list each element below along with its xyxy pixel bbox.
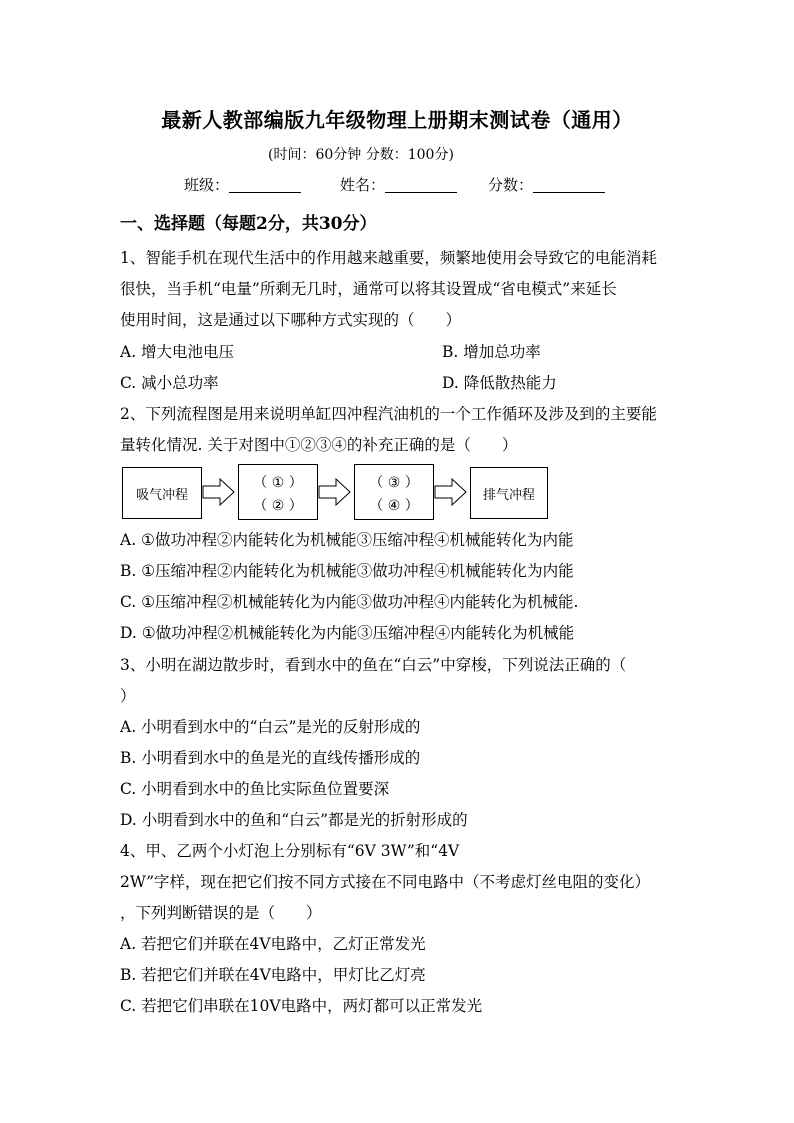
option-a: A. 增大电池电压 xyxy=(120,343,235,361)
question-line: 3、小明在湖边散步时，看到水中的鱼在“白云”中穿梭，下列说法正确的（ xyxy=(120,656,627,674)
question-line: ，下列判断错误的是（ ） xyxy=(120,904,322,922)
question-line: 4、甲、乙两个小灯泡上分别标有“6V 3W”和“4V xyxy=(120,842,460,860)
option-b: B. 增加总功率 xyxy=(442,343,541,361)
class-blank xyxy=(229,176,301,193)
exam-title: 最新人教部编版九年级物理上册期末测试卷（通用） xyxy=(161,108,633,132)
option-a: A. 小明看到水中的“白云”是光的反射形成的 xyxy=(120,718,421,736)
blank-1: （ ① ） xyxy=(253,475,303,491)
question-line: 很快，当手机“电量”所剩无几时，通常可以将其设置成“省电模式”来延长 xyxy=(120,280,617,298)
name-field xyxy=(340,174,457,195)
option-b: B. 若把它们并联在4V电路中，甲灯比乙灯亮 xyxy=(120,966,426,984)
option-d: D. 降低散热能力 xyxy=(442,374,557,392)
flow-arrow-icon xyxy=(202,478,236,506)
class-label: 班级： xyxy=(184,176,230,194)
section-heading: 一、选择题（每题2分，共30分） xyxy=(120,214,377,234)
flow-arrow-icon xyxy=(434,478,468,506)
flow-box-stroke-1 xyxy=(238,464,318,520)
flow-box-stroke-2 xyxy=(354,464,434,520)
name-label: 姓名： xyxy=(340,176,386,194)
option-c: C. 小明看到水中的鱼比实际鱼位置要深 xyxy=(120,780,390,798)
question-line: 量转化情况. 关于对图中①②③④的补充正确的是（ ） xyxy=(120,436,518,454)
question-line: 使用时间，这是通过以下哪种方式实现的（ ） xyxy=(120,311,462,329)
blank-4: （ ④ ） xyxy=(369,498,419,514)
score-blank xyxy=(533,176,605,193)
option-c: C. ①压缩冲程②机械能转化为内能③做功冲程④内能转化为机械能. xyxy=(120,593,579,611)
class-field xyxy=(184,174,301,195)
option-c: C. 减小总功率 xyxy=(120,374,219,392)
name-blank xyxy=(385,176,457,193)
flow-arrow-icon xyxy=(318,478,352,506)
score-field xyxy=(488,174,605,195)
option-a: A. ①做功冲程②内能转化为机械能③压缩冲程④机械能转化为内能 xyxy=(120,531,574,549)
flow-box-intake xyxy=(122,467,202,519)
option-d: D. 小明看到水中的鱼和“白云”都是光的折射形成的 xyxy=(120,811,468,829)
flow-box-exhaust xyxy=(470,467,548,519)
time-score-line: (时间：60分钟 分数：100分) xyxy=(268,147,454,163)
question-line: 1、智能手机在现代生活中的作用越来越重要，频繁地使用会导致它的电能消耗 xyxy=(120,249,657,267)
blank-2: （ ② ） xyxy=(253,498,303,514)
option-b: B. 小明看到水中的鱼是光的直线传播形成的 xyxy=(120,749,421,767)
option-d: D. ①做功冲程②机械能转化为内能③压缩冲程④内能转化为机械能 xyxy=(120,624,575,642)
question-line: ） xyxy=(120,687,136,705)
option-a: A. 若把它们并联在4V电路中，乙灯正常发光 xyxy=(120,935,426,953)
engine-flow-diagram xyxy=(120,462,680,522)
flow-box-label: 吸气冲程 xyxy=(135,487,188,503)
option-c: C. 若把它们串联在10V电路中，两灯都可以正常发光 xyxy=(120,997,483,1015)
question-line: 2、下列流程图是用来说明单缸四冲程汽油机的一个工作循环及涉及到的主要能 xyxy=(120,405,657,423)
blank-3: （ ③ ） xyxy=(369,475,419,491)
score-label: 分数： xyxy=(488,176,534,194)
question-line: 2W”字样，现在把它们按不同方式接在不同电路中（不考虑灯丝电阻的变化） xyxy=(120,873,651,891)
option-b: B. ①压缩冲程②内能转化为机械能③做功冲程④机械能转化为内能 xyxy=(120,562,574,580)
flow-box-label: 排气冲程 xyxy=(482,487,535,503)
